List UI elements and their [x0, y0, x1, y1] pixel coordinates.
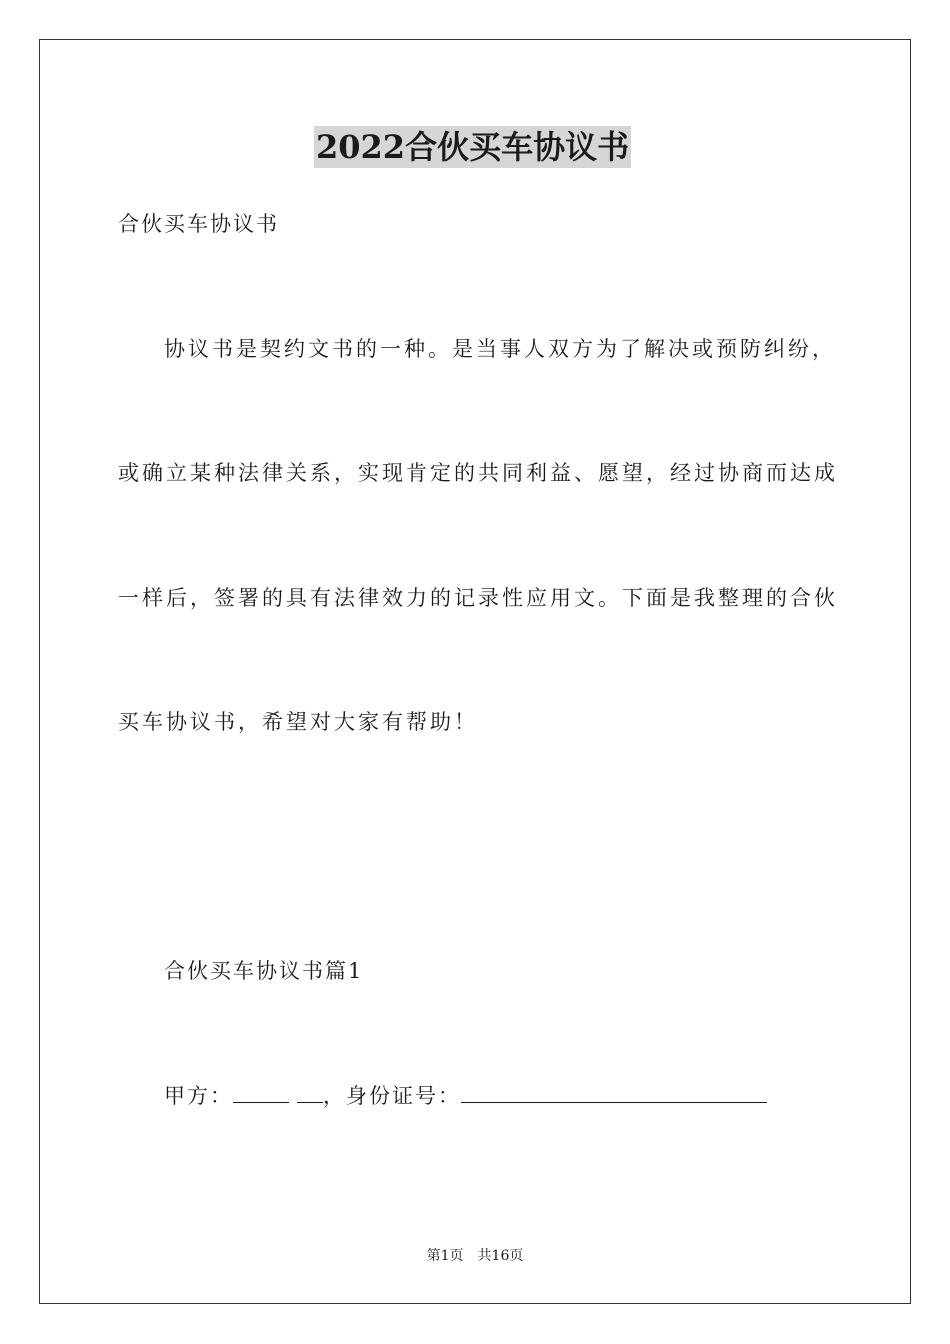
- party-a-id-label: 身份证号：: [346, 1084, 461, 1108]
- document-subtitle: 合伙买车协议书: [118, 212, 279, 236]
- intro-paragraph-line: 协议书是契约文书的一种。是当事人双方为了解决或预防纠纷，: [164, 337, 836, 361]
- party-a-name-blank-tail: [297, 1080, 323, 1103]
- party-a-label: 甲方：: [164, 1084, 233, 1108]
- page-number: 第1页: [426, 1248, 464, 1264]
- intro-paragraph-line: 一样后，签署的具有法律效力的记录性应用文。下面是我整理的合伙: [118, 586, 838, 610]
- party-a-separator: ，: [323, 1084, 346, 1108]
- party-a-id-blank: [461, 1080, 767, 1103]
- party-a-name-blank: [233, 1080, 289, 1103]
- party-a-line: [164, 1080, 767, 1111]
- page-footer: [0, 1246, 950, 1266]
- section-heading: 合伙买车协议书篇1: [164, 959, 364, 983]
- intro-paragraph-line: 或确立某种法律关系，实现肯定的共同利益、愿望，经过协商而达成: [118, 461, 838, 485]
- intro-paragraph-line: 买车协议书，希望对大家有帮助！: [118, 710, 478, 734]
- page-total: 共16页: [477, 1248, 524, 1264]
- document-title: 2022合伙买车协议书: [316, 128, 630, 166]
